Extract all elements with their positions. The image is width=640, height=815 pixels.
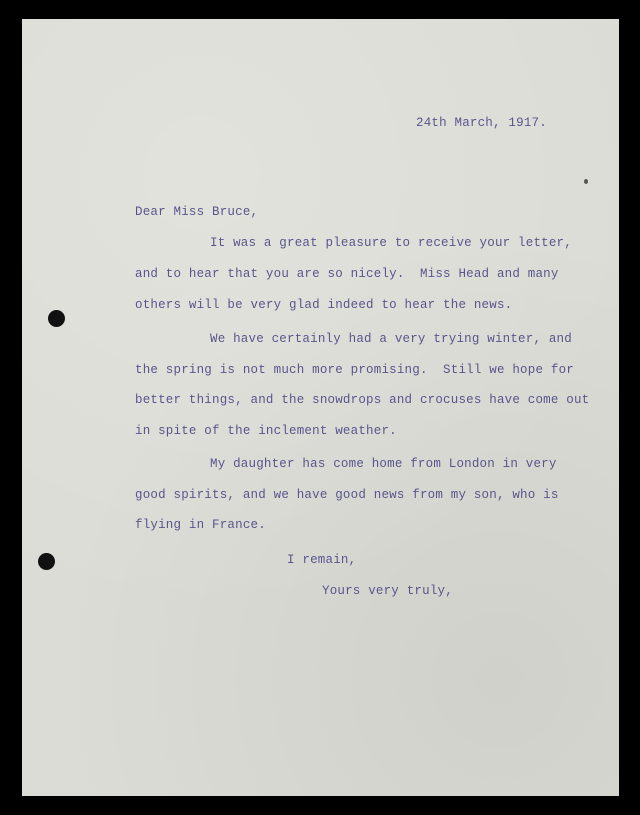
paragraph-1-line-1: It was a great pleasure to receive your letter, — [210, 236, 572, 250]
paragraph-3-line-3: flying in France. — [135, 518, 266, 532]
paragraph-2-line-2: the spring is not much more promising. Still we hope for — [135, 363, 574, 377]
paragraph-2-line-4: in spite of the inclement weather. — [135, 424, 397, 438]
letter-page — [22, 19, 619, 796]
letter-date: 24th March, 1917. — [416, 116, 547, 130]
punch-hole-bottom — [38, 553, 55, 570]
salutation: Dear Miss Bruce, — [135, 205, 259, 219]
ink-speck — [584, 179, 588, 184]
closing-remain: I remain, — [287, 553, 357, 567]
paragraph-3-line-1: My daughter has come home from London in very — [210, 457, 557, 471]
punch-hole-top — [48, 310, 65, 327]
paragraph-3-line-2: good spirits, and we have good news from my son, who is — [135, 488, 559, 502]
paragraph-1-line-3: others will be very glad indeed to hear the news. — [135, 298, 513, 312]
paragraph-2-line-1: We have certainly had a very trying winter, and — [210, 332, 572, 346]
paragraph-2-line-3: better things, and the snowdrops and crocuses have come out — [135, 393, 590, 407]
paragraph-1-line-2: and to hear that you are so nicely. Miss Head and many — [135, 267, 559, 281]
closing-signoff: Yours very truly, — [322, 584, 453, 598]
